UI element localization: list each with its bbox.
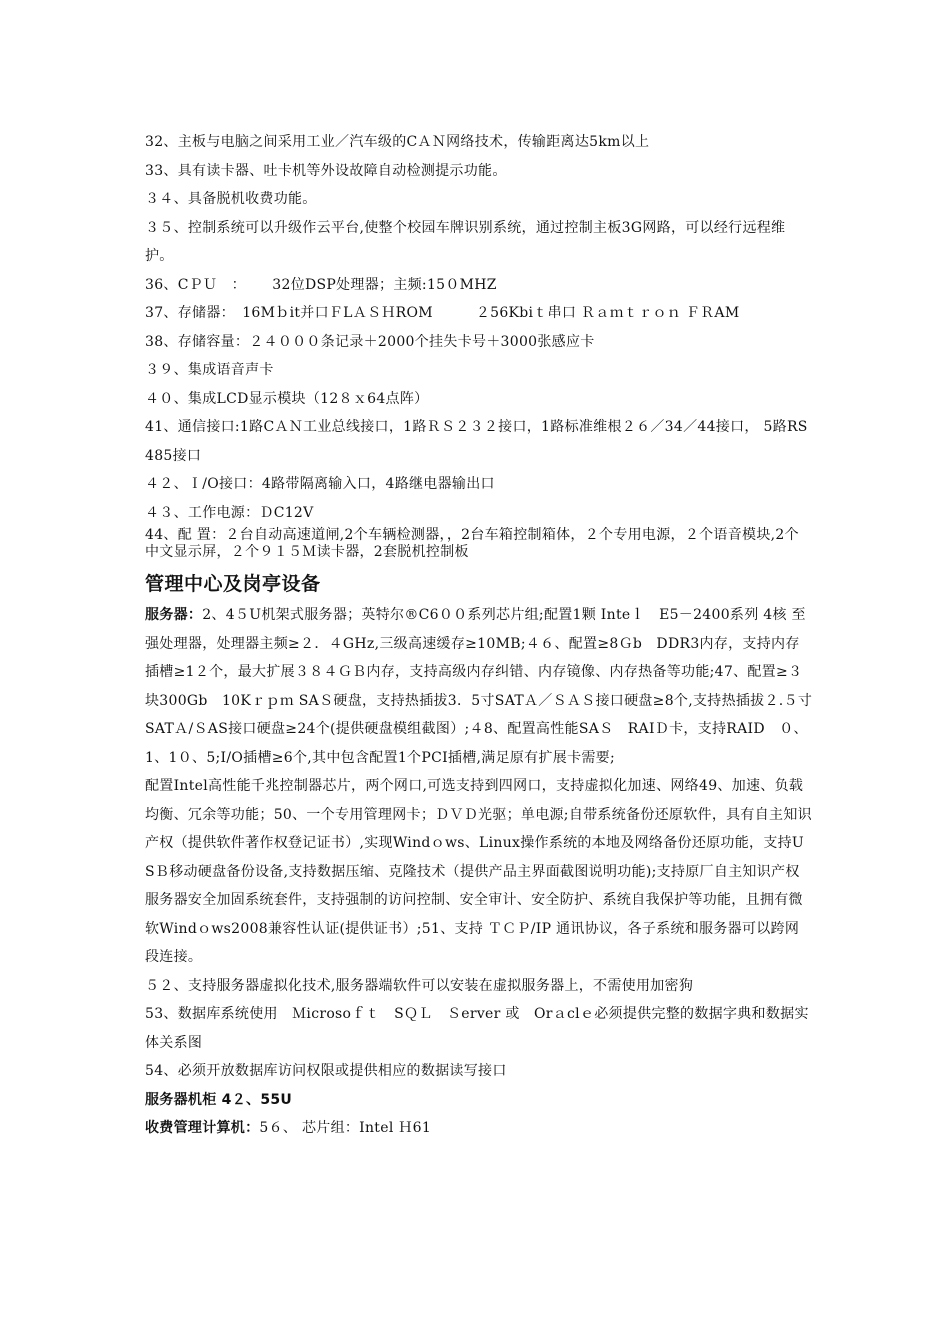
list-item-32: 32、主板与电脑之间采用工业／汽车级的CＡＮ网络技术，传输距离达5km以上 <box>145 134 650 150</box>
toll-computer-label: 收费管理计算机： <box>145 1120 260 1136</box>
server-spec <box>145 601 813 772</box>
server-label: 服务器： <box>145 607 203 623</box>
list-item-40: ４０、集成LCD显示模块（12８ｘ64点阵） <box>145 390 429 407</box>
list-item-52: ５２、支持服务器虚拟化技术,服务器端软件可以安装在虚拟服务器上，不需使用加密狗 <box>145 977 694 994</box>
server-spec-continued: 配置Intel高性能千兆控制器芯片，两个网口,可选支持到四网口，支持虚拟化加速、网络49、加速、负载均衡、冗余等功能；50、一个专用管理网卡；ＤＶＤ光驱；单电源;自带系统备份还原软件，具有自主知识产权（提供软件著作权登记证书）,实现Windｏws、Linux操作系统的本地及网络备份还原功能，支持USＢ移动硬盘备份设备,支持数据压缩、克隆技术（提供产品主界面截图说明功能);支持原厂自主知识产权服务器安全加固系统套件，支持强制的访问控制、安全审计、安全防护、系统自我保护等功能，且拥有微软Windｏws2008兼容性认证(提供证书）;51、支持 ＴＣＰ/IP 通讯协议，各子系统和服务器可以跨网段连接。 <box>145 778 812 965</box>
toll-computer <box>145 1114 813 1143</box>
server-text: 2、4５U机架式服务器；英特尔®C6００系列芯片组;配置1颗 Inteｌ E5－2400系列 4核 至强处理器，处理器主频≥２．４GHz,三级高速缓存≥10MB;４６、配置≥8Ｇb DDR3内存，支持内存插槽≥1２个，最大扩展３８４ＧＢ内存，支持高级内存纠错、内存镜像、内存热备等功能;47、配置≥３块300Gb 10Kｒｐｍ SAＳ硬盘，支持热插拔3．5寸SATＡ／ＳＡＳ接口硬盘≥8个,支持热插拔２.５寸SATＡ/ＳAS接口硬盘≥24个(提供硬盘模组截图）;４8、配置高性能SAＳ RAIＤ卡，支持RAID ０、1、1０、5;I/O插槽≥6个,其中包含配置1个PCI插槽,满足原有扩展卡需要; <box>145 607 813 766</box>
server-cabinet-label: 服务器机柜 4２、55U <box>145 1091 293 1108</box>
list-item-39: ３９、集成语音声卡 <box>145 362 274 378</box>
document-page <box>145 128 813 1143</box>
list-item-33: 33、具有读卡器、吐卡机等外设故障自动检测提示功能。 <box>145 162 507 179</box>
section-title: 管理中心及岗亭设备 <box>145 573 321 595</box>
list-item-37: 37、存储器： 16Mｂit并口ＦLＡＳＨROM ２56Kbiｔ串口 Ｒａｍｔｒｏｎ ＦＲAM <box>145 305 740 321</box>
toll-computer-text: 5６、 芯片组：Intel Ｈ61 <box>259 1120 432 1136</box>
list-item-43: ４３、工作电源：ＤC12V <box>145 504 314 521</box>
list-item-54: 54、必须开放数据库访问权限或提供相应的数据读写接口 <box>145 1063 507 1079</box>
list-item-41: 41、通信接口:1路CＡＮ工业总线接口，1路ＲＳ２３２接口，1路标准维根２６／34／44接口， 5路RS485接口 <box>145 419 808 464</box>
list-item-35: ３５、控制系统可以升级作云平台,使整个校园车牌识别系统，通过控制主板3G网路，可以经行远程维护。 <box>145 219 786 264</box>
list-item-38: 38、存储容量：２４０００条记录＋2000个挂失卡号＋3000张感应卡 <box>145 333 595 350</box>
list-item-34: ３４、具备脱机收费功能。 <box>145 191 317 207</box>
list-item-53: 53、数据库系统使用 Ｍicrosoｆｔ SＱＬ Ｓerver 或 Orａclｅ必须提供完整的数据字典和数据实体关系图 <box>145 1006 809 1051</box>
list-item-42: ４２、Ｉ/O接口：4路带隔离输入口，4路继电器输出口 <box>145 476 495 492</box>
server-cabinet <box>145 1086 813 1115</box>
list-item-44: 44、配 置：２台自动高速道闸,2个车辆检测器，，2台车箱控制箱体，２个专用电源，２个语音模块,2个中文显示屏，２个９１５Ｍ读卡器，2套脱机控制板 <box>145 527 799 560</box>
list-item-36: 36、CＰＵ ： 32位DSP处理器；主频:15０MHZ <box>145 276 497 293</box>
